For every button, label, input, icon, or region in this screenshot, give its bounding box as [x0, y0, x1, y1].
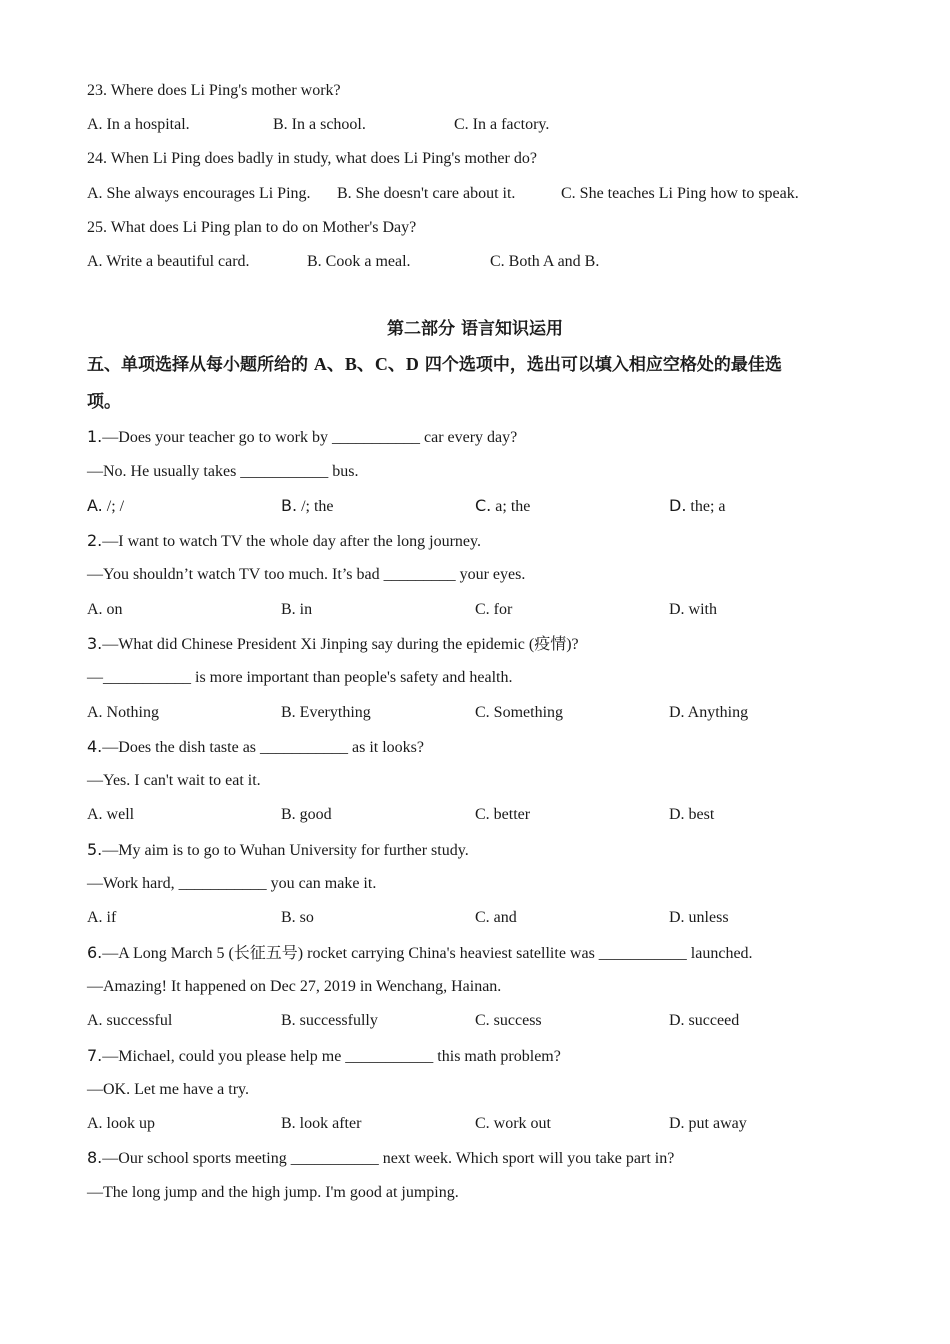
option-c: C. better: [475, 806, 531, 823]
question-24-options: [87, 184, 867, 204]
question-1-reply: —No. He usually takes ___________ bus.: [87, 463, 359, 480]
section-title: 第二部分 语言知识运用: [387, 319, 563, 339]
option-c: C. She teaches Li Ping how to speak.: [561, 185, 799, 202]
instruction-text-3: 项。: [87, 392, 121, 412]
option-c: C. success: [475, 1012, 542, 1029]
question-25: 25. What does Li Ping plan to do on Mother's Day?: [87, 219, 417, 236]
option-b: B. so: [281, 909, 314, 926]
question-text: —A Long March 5 (长征五号) rocket carrying China's heaviest satellite was ___________ launched.: [102, 945, 753, 962]
option-d: D. best: [669, 806, 715, 823]
instruction-text-1: 五、单项选择从每小题所给的: [87, 355, 314, 375]
option-a: A. Nothing: [87, 704, 159, 721]
question-4-options: [87, 805, 867, 825]
option-a: A. successful: [87, 1012, 173, 1029]
option-b: B. in: [281, 601, 313, 618]
question-text: —What did Chinese President Xi Jinping say during the epidemic (疫情)?: [102, 636, 579, 653]
option-b: B. /; the: [281, 496, 334, 515]
question-number: 4.: [87, 737, 103, 756]
option-a: A. /; /: [87, 496, 125, 515]
option-a: A. look up: [87, 1115, 155, 1132]
question-number: 2.: [87, 531, 103, 550]
question-2: [87, 531, 481, 552]
option-d: D. succeed: [669, 1012, 740, 1029]
option-a: A. In a hospital.: [87, 116, 190, 133]
question-number: 8.: [87, 1148, 103, 1167]
option-a: A. She always encourages Li Ping.: [87, 185, 311, 202]
question-5-options: [87, 908, 867, 928]
question-text: —Does the dish taste as ___________ as it looks?: [102, 739, 425, 756]
question-text: —Does your teacher go to work by ___________ car every day?: [102, 429, 518, 446]
option-b: B. Cook a meal.: [307, 253, 411, 270]
question-3-options: [87, 703, 867, 723]
option-d: D. with: [669, 601, 717, 618]
question-2-options: [87, 600, 867, 620]
question-number: 1.: [87, 427, 103, 446]
question-23-options: [87, 115, 867, 135]
question-3: [87, 634, 579, 655]
question-6-options: [87, 1011, 867, 1031]
option-b: B. Everything: [281, 704, 371, 721]
option-a: A. if: [87, 909, 117, 926]
question-7: [87, 1046, 561, 1067]
question-number: 5.: [87, 840, 103, 859]
option-c: C. for: [475, 601, 513, 618]
option-d: D. put away: [669, 1115, 747, 1132]
instruction-text-2: 四个选项中，选出可以填入相应空格处的最佳选: [418, 355, 782, 375]
question-text: —My aim is to go to Wuhan University for further study.: [102, 842, 469, 859]
option-c: C. Something: [475, 704, 564, 721]
option-a: A. Write a beautiful card.: [87, 253, 250, 270]
option-a: A. on: [87, 601, 123, 618]
option-b: B. look after: [281, 1115, 362, 1132]
question-1-options: [87, 496, 867, 516]
question-7-options: [87, 1114, 867, 1134]
question-number: 6.: [87, 943, 103, 962]
question-8-reply: —The long jump and the high jump. I'm good at jumping.: [87, 1184, 459, 1201]
instruction-letters: A、B、C、D: [313, 354, 419, 374]
question-8: [87, 1148, 674, 1169]
question-24: 24. When Li Ping does badly in study, what does Li Ping's mother do?: [87, 150, 537, 167]
question-3-reply: —___________ is more important than people's safety and health.: [87, 669, 513, 686]
question-23: 23. Where does Li Ping's mother work?: [87, 82, 341, 99]
question-7-reply: —OK. Let me have a try.: [87, 1081, 250, 1098]
question-25-options: [87, 252, 867, 272]
question-2-reply: —You shouldn’t watch TV too much. It’s bad _________ your eyes.: [87, 566, 526, 583]
section-instruction: [87, 346, 867, 421]
option-b: B. good: [281, 806, 332, 823]
question-number: 7.: [87, 1046, 103, 1065]
question-4-reply: —Yes. I can't wait to eat it.: [87, 772, 261, 789]
question-4: [87, 737, 424, 758]
question-text: —Michael, could you please help me ___________ this math problem?: [102, 1048, 561, 1065]
question-6: [87, 943, 753, 964]
option-c: C. work out: [475, 1115, 551, 1132]
option-b: B. She doesn't care about it.: [337, 185, 516, 202]
question-number: 3.: [87, 634, 103, 653]
option-b: B. successfully: [281, 1012, 378, 1029]
option-c: C. In a factory.: [454, 116, 550, 133]
option-d: D. Anything: [669, 704, 749, 721]
question-text: —Our school sports meeting ___________ next week. Which sport will you take part in?: [102, 1150, 675, 1167]
question-5: [87, 840, 469, 861]
question-5-reply: —Work hard, ___________ you can make it.: [87, 875, 377, 892]
question-text: —I want to watch TV the whole day after the long journey.: [102, 533, 481, 550]
option-c: C. and: [475, 909, 517, 926]
option-c: C. a; the: [475, 496, 531, 515]
question-1: [87, 427, 517, 448]
option-b: B. In a school.: [273, 116, 366, 133]
option-d: D. unless: [669, 909, 729, 926]
option-c: C. Both A and B.: [490, 253, 600, 270]
option-a: A. well: [87, 806, 135, 823]
option-d: D. the; a: [669, 496, 726, 515]
question-6-reply: —Amazing! It happened on Dec 27, 2019 in Wenchang, Hainan.: [87, 978, 502, 995]
